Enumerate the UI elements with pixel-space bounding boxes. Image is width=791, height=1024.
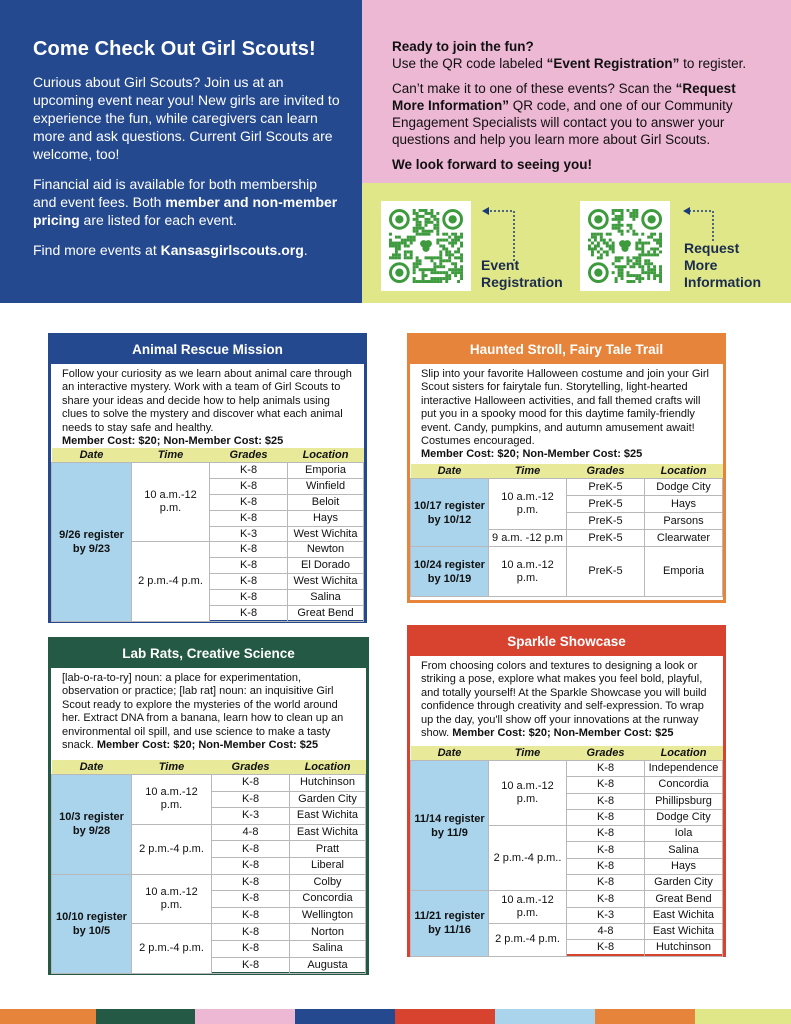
page-title: Come Check Out Girl Scouts! [33, 38, 316, 60]
table-row: K-3 West Wichita [52, 526, 364, 542]
join-line-2: Can’t make it to one of these events? Scan the “Request More Information” QR code, and one of our Community Engagement Specialists will contact you to answer your questions and help you learn more about Girl Scouts. [392, 81, 736, 147]
intro-panel [0, 0, 362, 303]
table-row: K-3 East Wichita [52, 808, 366, 825]
table-row: 10/10 register by 10/5 10 a.m.-12 p.m. K-8 Colby [52, 874, 366, 891]
event-description: Follow your curiosity as we learn about animal care through an interactive mystery. Work with a team of Girl Scouts to share your ideas and decide how to help animals using clues to solve the mystery and discover what each animal needs to stay safe and healthy. Member Cost: $20; Non-Member Cost: $25 [62, 368, 352, 448]
table-row: K-8 Salina [52, 940, 366, 957]
event-cost: Member Cost: $20; Non-Member Cost: $25 [62, 435, 284, 448]
join-panel [362, 0, 791, 183]
strip-segment [295, 1009, 395, 1024]
financial-aid-text: Financial aid is available for both membership and event fees. Both member and non-member pricing are listed for each event. [33, 176, 338, 228]
table-row: K-8 Concordia [411, 777, 723, 793]
table-row: 10/24 register by 10/19 10 a.m.-12 p.m. PreK-5 Emporia [411, 547, 723, 597]
strip-segment [96, 1009, 195, 1024]
arrow-icon [480, 201, 520, 263]
strip-segment [0, 1009, 96, 1024]
event-title: Lab Rats, Creative Science [51, 640, 366, 668]
table-row: 2 p.m.-4 p.m. 4-8 East Wichita [52, 824, 366, 841]
strip-segment [495, 1009, 595, 1024]
color-strip [0, 1009, 791, 1024]
table-row: K-8 Beloit [52, 494, 364, 510]
event-card-haunted-stroll [407, 333, 726, 603]
table-row: K-8 Salina [52, 590, 364, 606]
table-row: 2 p.m.-4 p.m. K-8 Norton [52, 924, 366, 941]
table-row: K-8 Hutchinson [411, 940, 723, 956]
strip-segment [695, 1009, 791, 1024]
more-events-text: Find more events at Kansasgirlscouts.org. [33, 242, 308, 258]
event-card-sparkle-showcase [407, 625, 726, 957]
event-title: Haunted Stroll, Fairy Tale Trail [410, 336, 723, 364]
table-row: 9/26 register by 9/23 10 a.m.-12 p.m. K-8 Emporia [52, 463, 364, 479]
table-row: 2 p.m.-4 p.m.. K-8 Iola [411, 826, 723, 842]
event-description: From choosing colors and textures to designing a look or striking a pose, explore what makes you feel bold, playful, and totally yourself! At the Sparkle Showcase you will build confidence through creativity and self-expression. To wrap up the day, you'll show off your innovations at the runway show. Member Cost: $20; Non-Member Cost: $25 [421, 660, 707, 740]
event-registration-label: Event Registration [481, 257, 563, 290]
schedule-table [410, 746, 723, 957]
join-heading: Ready to join the fun? [392, 39, 534, 54]
event-title: Animal Rescue Mission [51, 336, 364, 364]
event-description: Slip into your favorite Halloween costume and join your Girl Scout sisters for fairytale fun. Storytelling, light-hearted interactive Halloween activities, and fall themed crafts will put you in a spooky mood for this daytime family-friendly event. Candy, pumpkins, and autumn amusement await! Costumes encouraged. Member Cost: $20; Non-Member Cost: $25 [421, 368, 709, 461]
table-row: 9 a.m. -12 p.m PreK-5 Clearwater [411, 530, 723, 547]
intro-text: Curious about Girl Scouts? Join us at an upcoming event near you! New girls are invited to experience the fun, while caregivers can learn more and ask questions. Current Girl Scouts are welcome, too! [33, 74, 340, 162]
event-registration-qr-code[interactable] [381, 201, 471, 291]
table-row: K-8 Garden City [52, 791, 366, 808]
table-row: K-8 Hays [52, 510, 364, 526]
table-row: K-8 Wellington [52, 907, 366, 924]
table-row: K-8 Augusta [52, 957, 366, 974]
qr-code-icon [389, 209, 463, 283]
table-row: PreK-5 Parsons [411, 513, 723, 530]
event-cost: Member Cost: $20; Non-Member Cost: $25 [96, 739, 319, 752]
table-header-row: Date Time Grades Location [411, 464, 723, 479]
table-row: K-8 Phillipsburg [411, 793, 723, 809]
table-row: 2 p.m.-4 p.m. 4-8 East Wichita [411, 923, 723, 939]
arrow-icon [681, 201, 721, 243]
event-description: [lab-o-ra-to-ry] noun: a place for experimentation, observation or practice; [lab rat] noun: an inquisitive Girl Scout ready to explore the mysteries of the world around her. Extract DNA from a banana, learn how to clean up an environmental oil spill, and use science to make a tasty snack. Member Cost: $20; Non-Member Cost: $25 [62, 672, 344, 752]
table-header-row: Date Time Grades Location [52, 448, 364, 463]
table-row: K-8 West Wichita [52, 574, 364, 590]
strip-segment [595, 1009, 695, 1024]
request-info-label: Request More Information [684, 240, 761, 290]
event-card-lab-rats [48, 637, 369, 975]
table-row: 2 p.m.-4 p.m. K-8 Newton [52, 542, 364, 558]
table-row: K-8 Dodge City [411, 809, 723, 825]
event-title: Sparkle Showcase [410, 628, 723, 656]
table-row: K-8 Pratt [52, 841, 366, 858]
event-cost: Member Cost: $20; Non-Member Cost: $25 [421, 448, 643, 461]
table-row: K-8 Liberal [52, 857, 366, 874]
table-row: 11/21 register by 11/16 10 a.m.-12 p.m. K-8 Great Bend [411, 891, 723, 907]
table-row: K-8 Great Bend [52, 606, 364, 622]
event-card-animal-rescue [48, 333, 367, 623]
event-cost: Member Cost: $20; Non-Member Cost: $25 [452, 727, 674, 740]
qr-panel [362, 183, 791, 303]
table-row: K-8 Salina [411, 842, 723, 858]
schedule-table [51, 448, 364, 622]
strip-segment [195, 1009, 295, 1024]
qr-code-icon [588, 209, 662, 283]
schedule-table [410, 464, 723, 597]
table-header-row: Date Time Grades Location [52, 760, 366, 775]
table-row: PreK-5 Hays [411, 496, 723, 513]
table-row: K-8 Concordia [52, 891, 366, 908]
table-row: K-8 Hays [411, 858, 723, 874]
table-row: 10/17 register by 10/12 10 a.m.-12 p.m. PreK-5 Dodge City [411, 479, 723, 496]
request-info-qr-code[interactable] [580, 201, 670, 291]
schedule-table [51, 760, 366, 974]
table-header-row: Date Time Grades Location [411, 746, 723, 761]
table-row: 11/14 register by 11/9 10 a.m.-12 p.m. K-8 Independence [411, 761, 723, 777]
table-row: K-8 El Dorado [52, 558, 364, 574]
join-line-1: Use the QR code labeled “Event Registration” to register. [392, 56, 747, 71]
strip-segment [395, 1009, 495, 1024]
table-row: K-8 Garden City [411, 875, 723, 891]
table-row: 10/3 register by 9/28 10 a.m.-12 p.m. K-8 Hutchinson [52, 775, 366, 792]
table-row: K-8 Winfield [52, 478, 364, 494]
website-link[interactable]: Kansasgirlscouts.org [160, 242, 304, 258]
table-row: K-3 East Wichita [411, 907, 723, 923]
closing-text: We look forward to seeing you! [392, 157, 593, 172]
